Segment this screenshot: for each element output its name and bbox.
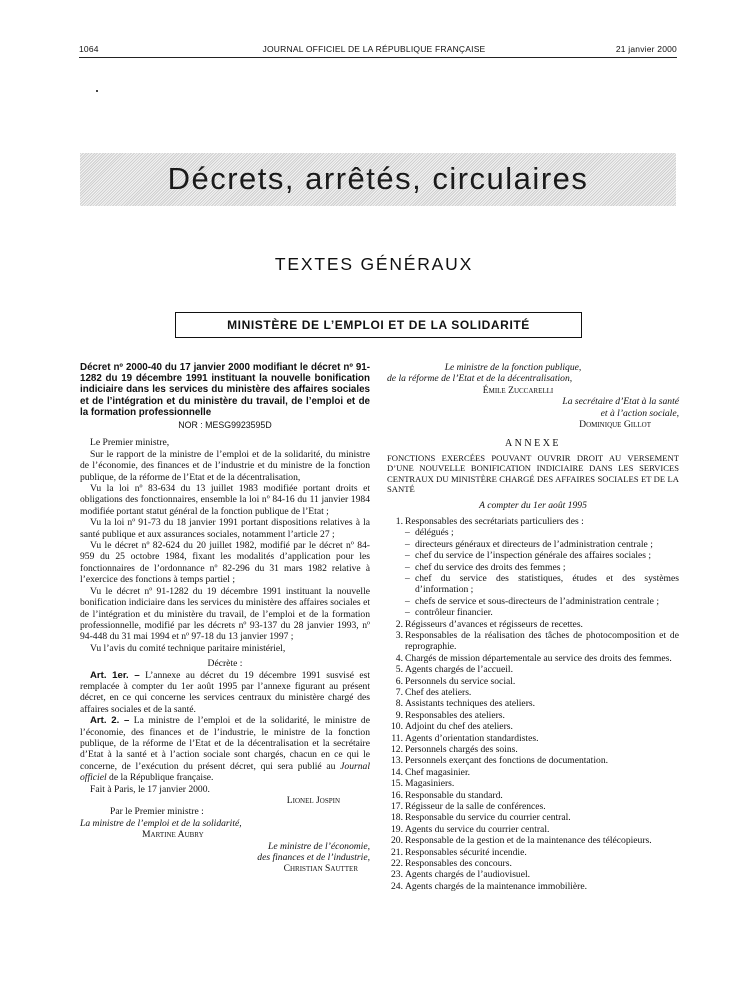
list-item-text: Chef des ateliers. — [405, 686, 472, 698]
list-item — [387, 767, 679, 778]
by-premier-ministre: Par le Premier ministre : — [110, 806, 204, 818]
banner-title: Décrets, arrêtés, circulaires — [167, 161, 589, 196]
article-2-journal: Journal officiel — [80, 760, 370, 784]
list-item — [387, 630, 679, 653]
list-item-number: 3. — [395, 629, 403, 641]
article-2-label: Art. 2. – — [90, 715, 130, 727]
signer-name: Christian Sautter — [283, 863, 358, 875]
signer-name: Dominique Gillot — [579, 419, 651, 431]
annexe-date: A compter du 1er août 1995 — [479, 500, 587, 512]
annexe-title: ANNEXE — [504, 438, 562, 450]
paragraph: Vu le décret nº 82-624 du 20 juillet 1982, modifié par le décret nº 84-959 du 25 octobre 1984, fixant les modalités d’application pour les fonctionnaires de l’ordonnance nº 82-296 du 31 mars 1982 relative à l’exercice des fonctions à temps partiel ; — [80, 540, 370, 586]
list-item — [387, 778, 679, 789]
paragraph: Sur le rapport de la ministre de l’emploi et de la solidarité, du ministre de l’économie, des finances et de l’industrie et du ministre de la fonction publique, de la réforme de l’Etat et de la décentralisation, — [80, 448, 370, 483]
list-item — [387, 881, 679, 892]
list-item — [387, 687, 679, 698]
article-2 — [80, 715, 370, 783]
list-item-text: Responsables des concours. — [405, 858, 512, 870]
list-item-text: Responsables des secrétariats particuliers des : — [405, 515, 584, 527]
list-item-number: 9. — [395, 709, 403, 721]
sub-list-item: – chef du service des statistiques, études et des systèmes d’information ; — [405, 572, 679, 596]
list-item — [387, 824, 679, 835]
nor-reference: NOR : MESG9923595D — [178, 420, 272, 431]
list-item — [387, 858, 679, 869]
list-item-number: 22. — [391, 858, 403, 870]
ministry-name: MINISTÈRE DE L’EMPLOI ET DE LA SOLIDARITÉ — [227, 318, 530, 332]
list-item-number: 17. — [391, 801, 403, 813]
list-item-number: 13. — [391, 755, 403, 767]
list-item-text: Responsable de la gestion et de la maintenance des télécopieurs. — [405, 835, 652, 847]
list-item-number: 5. — [395, 664, 403, 676]
list-item — [387, 619, 679, 630]
decrete-heading: Décrète : — [207, 658, 243, 670]
signing-place-date: Fait à Paris, le 17 janvier 2000. — [90, 783, 210, 795]
list-item-text: Adjoint du chef des ateliers. — [405, 721, 513, 733]
ministry-heading — [175, 312, 582, 338]
list-item-number: 11. — [391, 732, 403, 744]
paragraph: Vu la loi nº 83-634 du 13 juillet 1983 modifiée portant droits et obligations des fonctionnaires, ensemble la loi nº 84-16 du 11 janvier 1984 modifiée portant statut général de la fonction publique de l’Etat ; — [80, 483, 370, 517]
sub-list-item: – chef du service des droits des femmes ; — [405, 561, 566, 573]
list-item-text: Personnels chargés des soins. — [405, 744, 518, 755]
signer-role: La ministre de l’emploi et de la solidarité, — [80, 817, 242, 829]
list-item — [387, 744, 679, 755]
sub-list-item: – chefs de service et sous-directeurs de l’administration centrale ; — [405, 595, 660, 607]
list-item-text: Agents du service du courrier central. — [405, 823, 550, 835]
list-item — [387, 812, 679, 823]
paragraph: Vu la loi nº 91-73 du 18 janvier 1991 portant dispositions relatives à la santé publique et aux assurances sociales, notamment l’article 27 ; — [80, 517, 370, 540]
list-item-text: Responsables sécurité incendie. — [405, 846, 527, 858]
list-item-text: Magasiniers. — [405, 778, 455, 790]
list-item — [387, 698, 679, 709]
list-item — [387, 801, 679, 812]
list-item-number: 14. — [391, 766, 403, 778]
decree-title: Décret nº 2000-40 du 17 janvier 2000 modifiant le décret nº 91-1282 du 19 décembre 1991 instituant la nouvelle bonification indiciaire dans les services du ministère des affaires sociales et de l’intégration et du ministère du travail, de l’emploi et de la formation professionnelle — [80, 362, 370, 418]
list-item-text: Responsables de la réalisation des tâches de photocomposition et de reprographie. — [405, 629, 679, 653]
list-item-text: Responsable du standard. — [405, 789, 503, 801]
sub-list-item: – contrôleur financier. — [405, 607, 493, 619]
list-item-number: 4. — [395, 652, 403, 664]
issue-date: 21 janvier 2000 — [615, 44, 677, 54]
annexe-heading: FONCTIONS EXERCÉES POUVANT OUVRIR DROIT AU VERSEMENT D’UNE NOUVELLE BONIFICATION INDICIAIRE DANS LES SERVICES CENTRAUX DU MINISTÈRE CHARGÉ DES AFFAIRES SOCIALES ET DE LA SANTÉ — [387, 452, 679, 495]
list-item-text: Chef magasinier. — [405, 766, 471, 778]
paragraph: Vu le décret nº 91-1282 du 19 décembre 1991 instituant la nouvelle bonification indiciaire dans les services du ministère des affaires sociales et de l’intégration et du ministère du travail, de l’emploi et de la formation professionnelle, modifié par les décrets nº 93-137 du 28 janvier 1993, nº 94-448 du 31 mai 1994 et nº 97-18 du 13 janvier 1997 ; — [80, 585, 370, 643]
list-item-text: Agents d’orientation standardistes. — [405, 732, 539, 744]
list-item — [387, 676, 679, 687]
list-item-number: 24. — [391, 880, 403, 892]
list-item-number: 19. — [391, 823, 403, 835]
signer-role: Le ministre de l’économie, — [268, 840, 370, 852]
list-item-text: Agents chargés de la maintenance immobilière. — [405, 880, 588, 892]
right-column — [387, 362, 679, 892]
article-1-label: Art. 1er. – — [90, 669, 140, 681]
sub-list-item: – délégués ; — [405, 527, 454, 539]
signer-role: et à l’action sociale, — [600, 407, 679, 419]
paragraph: Vu l’avis du comité technique paritaire ministériel, — [90, 642, 286, 654]
sub-list-item: – chef du service de l’inspection générale des affaires sociales ; — [405, 550, 652, 562]
list-item-number: 23. — [391, 869, 403, 881]
article-2-end: de la République française. — [106, 772, 214, 784]
list-item-number: 21. — [391, 846, 403, 858]
stray-mark — [96, 90, 98, 92]
list-item-number: 8. — [395, 698, 403, 710]
sub-list-item: – directeurs généraux et directeurs de l’administration centrale ; — [405, 538, 653, 550]
list-item-number: 2. — [395, 618, 403, 630]
paragraph: Le Premier ministre, — [90, 437, 170, 449]
list-item-text: Régisseur de la salle de conférences. — [405, 801, 546, 813]
journal-title: JOURNAL OFFICIEL DE LA RÉPUBLIQUE FRANÇAISE — [262, 44, 486, 54]
list-item-text: Agents chargés de l’audiovisuel. — [405, 869, 531, 881]
signer-role: des finances et de l’industrie, — [257, 852, 370, 864]
page-number: 1064 — [79, 44, 99, 54]
list-item-number: 6. — [395, 675, 403, 687]
signer-name: Martine Aubry — [142, 829, 204, 841]
list-item — [387, 664, 679, 675]
list-item-text: Chargés de mission départementale au service des droits des femmes. — [405, 652, 672, 664]
annexe-list — [387, 619, 679, 893]
list-item: 1. Responsables des secrétariats particuliers des : — [395, 515, 584, 527]
header-rule — [79, 57, 677, 58]
list-item — [387, 710, 679, 721]
list-item-text: Personnels du service social. — [405, 675, 516, 687]
list-item — [387, 755, 679, 766]
list-item — [387, 790, 679, 801]
list-item-number: 12. — [391, 744, 403, 755]
section-banner — [80, 153, 676, 206]
list-item-number: 10. — [391, 721, 403, 733]
left-column — [80, 362, 370, 875]
list-item-number: 7. — [395, 686, 403, 698]
list-item-text: Responsable du service du courrier central. — [405, 812, 571, 824]
list-item — [387, 733, 679, 744]
list-item-number: 18. — [391, 812, 403, 824]
signer-pm: Lionel Jospin — [286, 795, 340, 807]
list-item — [387, 835, 679, 846]
signer-role: de la réforme de l’Etat et de la décentralisation, — [387, 373, 573, 385]
list-item-number: 15. — [391, 778, 403, 790]
article-1 — [80, 670, 370, 716]
list-item-text: Assistants techniques des ateliers. — [405, 698, 536, 710]
list-item-number: 20. — [391, 835, 403, 847]
list-item — [387, 847, 679, 858]
list-item-text: Personnels exerçant des fonctions de documentation. — [405, 755, 609, 767]
article-2-text: La ministre de l’emploi et de la solidarité, le ministre de l’économie, des finances et de l’industrie, le ministre de la fonction publique, de la réforme de l’Etat et de la décentralisation et la secrétaire d’Etat à la santé et à l’action sociale sont chargés, chacun en ce qui le concerne, de l’exécution du présent décret, qui sera publié au — [80, 715, 370, 772]
list-item — [387, 653, 679, 664]
signer-role: La secrétaire d’Etat à la santé — [562, 396, 679, 408]
section-title: TEXTES GÉNÉRAUX — [274, 254, 474, 274]
list-item — [387, 721, 679, 732]
list-item-text: Agents chargés de l’accueil. — [405, 664, 513, 676]
list-item — [387, 869, 679, 880]
list-item-number: 16. — [391, 789, 403, 801]
signer-role: Le ministre de la fonction publique, — [444, 362, 582, 373]
list-item-text: Régisseurs d’avances et régisseurs de recettes. — [405, 618, 583, 630]
signer-name: Émile Zuccarelli — [482, 384, 554, 396]
article-1-text: L’annexe au décret du 19 décembre 1991 susvisé est remplacée à compter du 1er août 1995 par l’annexe figurant au présent décret, en ce qui concerne les services centraux du ministère chargé des affaires sociales et de la santé. — [80, 669, 370, 715]
list-item-text: Responsables des ateliers. — [405, 709, 505, 721]
